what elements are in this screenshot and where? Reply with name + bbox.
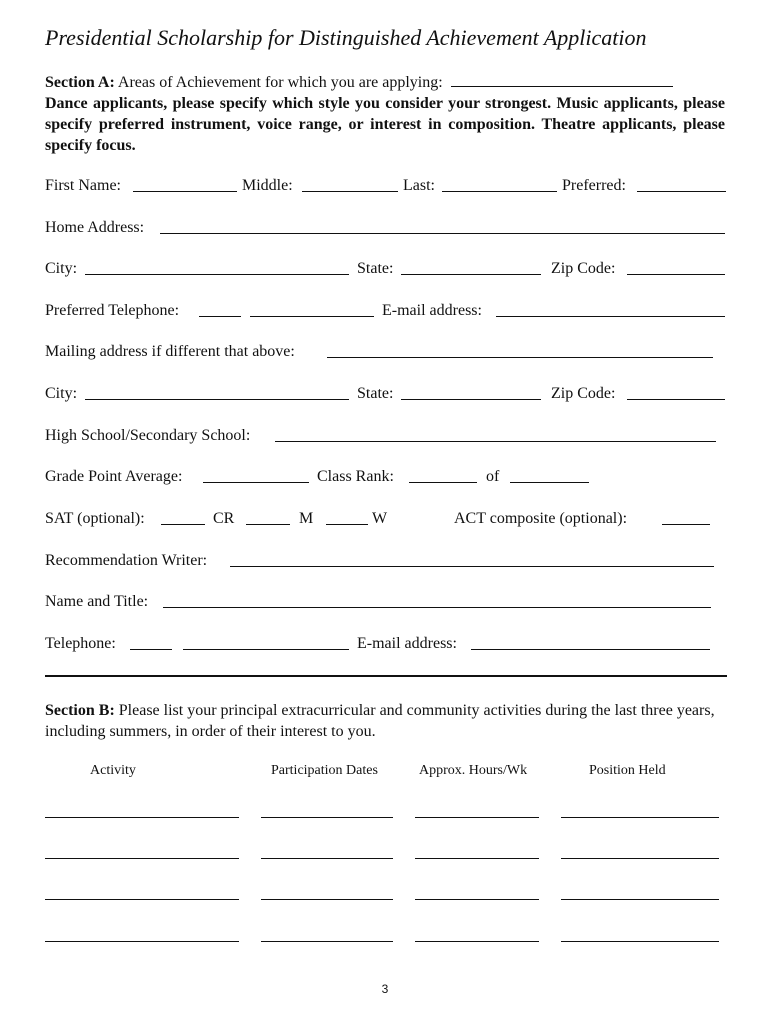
mailing-state-input[interactable] (401, 399, 541, 400)
activity-input[interactable] (45, 817, 239, 818)
mailing-address-label: Mailing address if different that above: (45, 343, 295, 360)
phone-area-code-input[interactable] (199, 316, 241, 317)
city-state-zip-row (45, 258, 727, 280)
sat-label: SAT (optional): (45, 510, 145, 527)
class-size-input[interactable] (510, 482, 589, 483)
activity-input[interactable] (45, 858, 239, 859)
sat-cr-input[interactable] (161, 524, 205, 525)
mailing-address-row (45, 341, 727, 363)
recommender-phone-input[interactable] (183, 649, 349, 650)
participation-dates-input[interactable] (261, 858, 393, 859)
areas-of-achievement-input[interactable] (451, 72, 673, 87)
preferred-telephone-label: Preferred Telephone: (45, 302, 180, 319)
email-input[interactable] (496, 316, 725, 317)
section-b (45, 700, 727, 742)
test-scores-row (45, 508, 727, 530)
activity-input[interactable] (45, 941, 239, 942)
position-held-input[interactable] (561, 941, 719, 942)
position-held-column-header: Position Held (589, 763, 666, 778)
name-title-label: Name and Title: (45, 593, 149, 610)
act-input[interactable] (662, 524, 710, 525)
section-a-prompt: Areas of Achievement for which you are applying: (117, 74, 443, 91)
phone-email-row (45, 300, 727, 322)
email-label: E-mail address: (382, 302, 482, 319)
mailing-zip-label: Zip Code: (551, 385, 616, 402)
activity-column-header: Activity (90, 763, 136, 778)
recommender-email-label: E-mail address: (357, 635, 457, 652)
act-label: ACT composite (optional): (454, 510, 628, 527)
last-label: Last: (403, 177, 435, 194)
position-held-input[interactable] (561, 817, 719, 818)
w-label: W (372, 510, 388, 527)
zip-input[interactable] (627, 274, 725, 275)
home-address-label: Home Address: (45, 219, 145, 236)
phone-number-input[interactable] (250, 316, 374, 317)
mailing-zip-input[interactable] (627, 399, 725, 400)
city-label: City: (45, 260, 78, 277)
section-b-prompt: Please list your principal extracurricular and community activities during the last three years, including summers, in order of their interest to you. (45, 702, 715, 740)
gpa-rank-row (45, 466, 727, 488)
mailing-state-label: State: (357, 385, 394, 402)
last-name-input[interactable] (442, 191, 557, 192)
gpa-label: Grade Point Average: (45, 468, 183, 485)
mailing-city-state-zip-row (45, 383, 727, 405)
position-held-input[interactable] (561, 899, 719, 900)
hours-per-week-input[interactable] (415, 899, 539, 900)
recommendation-writer-label: Recommendation Writer: (45, 552, 208, 569)
first-name-label: First Name: (45, 177, 121, 194)
recommender-contact-row (45, 633, 727, 655)
mailing-city-input[interactable] (85, 399, 349, 400)
hours-per-week-input[interactable] (415, 858, 539, 859)
middle-name-input[interactable] (302, 191, 398, 192)
section-divider (45, 675, 727, 677)
recommendation-writer-row (45, 550, 727, 572)
sat-m-input[interactable] (246, 524, 290, 525)
hours-per-week-input[interactable] (415, 941, 539, 942)
hours-per-week-column-header: Approx. Hours/Wk (419, 763, 528, 778)
section-a (45, 72, 725, 156)
participation-dates-input[interactable] (261, 941, 393, 942)
state-input[interactable] (401, 274, 541, 275)
sat-w-input[interactable] (326, 524, 368, 525)
high-school-label: High School/Secondary School: (45, 427, 251, 444)
section-a-label: Section A: (45, 74, 115, 91)
home-address-input[interactable] (160, 233, 725, 234)
high-school-row (45, 425, 727, 447)
middle-label: Middle: (242, 177, 293, 194)
class-rank-label: Class Rank: (317, 468, 394, 485)
telephone-label: Telephone: (45, 635, 116, 652)
of-label: of (486, 468, 500, 485)
participation-dates-input[interactable] (261, 899, 393, 900)
gpa-input[interactable] (203, 482, 309, 483)
position-held-input[interactable] (561, 858, 719, 859)
recommender-area-code-input[interactable] (130, 649, 172, 650)
section-b-label: Section B: (45, 702, 115, 719)
zip-label: Zip Code: (551, 260, 616, 277)
high-school-input[interactable] (275, 441, 716, 442)
mailing-address-input[interactable] (327, 357, 713, 358)
name-title-row (45, 591, 727, 613)
preferred-label: Preferred: (562, 177, 626, 194)
activity-input[interactable] (45, 899, 239, 900)
name-title-input[interactable] (163, 607, 711, 608)
name-row (45, 175, 727, 197)
recommender-email-input[interactable] (471, 649, 710, 650)
page-number: 3 (381, 982, 389, 996)
first-name-input[interactable] (133, 191, 237, 192)
recommendation-writer-input[interactable] (230, 566, 714, 567)
form-title: Presidential Scholarship for Distinguished Achievement Application (45, 25, 647, 50)
m-label: M (299, 510, 314, 527)
participation-dates-column-header: Participation Dates (271, 763, 378, 778)
participation-dates-input[interactable] (261, 817, 393, 818)
preferred-name-input[interactable] (637, 191, 726, 192)
cr-label: CR (213, 510, 235, 527)
state-label: State: (357, 260, 394, 277)
mailing-city-label: City: (45, 385, 78, 402)
hours-per-week-input[interactable] (415, 817, 539, 818)
section-a-prompt-line (45, 72, 725, 93)
city-input[interactable] (85, 274, 349, 275)
home-address-row (45, 217, 727, 239)
section-a-instructions: Dance applicants, please specify which style you consider your strongest. Music applicants, please specify preferred instrument, voice range, or interest in composition. Theatre applicants, please specify focus. (45, 95, 725, 154)
class-rank-input[interactable] (409, 482, 477, 483)
